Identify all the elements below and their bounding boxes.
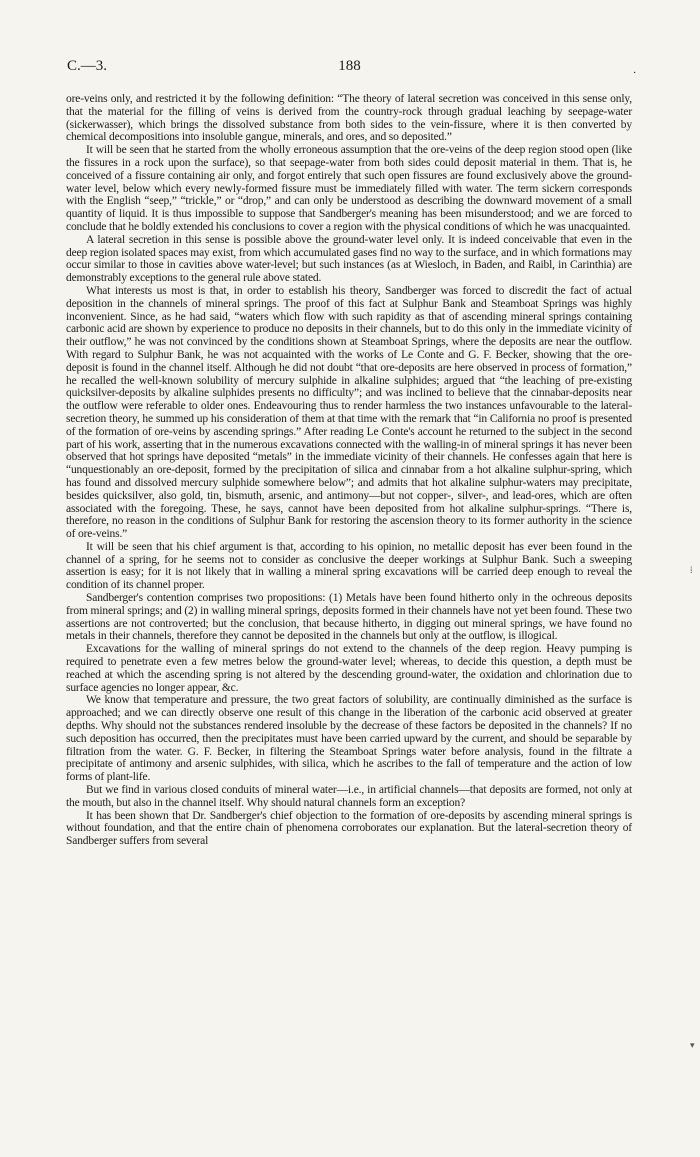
header-dot: . [633,64,636,76]
paragraph: ore-veins only, and restricted it by the following definition: “The theory of lateral secretion was conceived in this sense only, that the material for the filling of veins is derived from the country-rock through gradual leaching by seepage-water (sickerwasser), which brings the dissolved substance from both sides to the vein-fissure, where it is then converted by chemical decompositions into insoluble gangue, minerals, and ores, and so deposited.” [66,93,632,144]
paragraph: It will be seen that his chief argument is that, according to his opinion, no metallic deposit has ever been found in the channel of a spring, for he seems not to consider as conclusive the deeper workings at Sulphur Bank. Such a sweeping assertion is easy; for it is not likely that in walling a mineral spring excavations will be carried deep enough to reveal the condition of its channel proper. [66,540,632,592]
paragraph: A lateral secretion in this sense is possible above the ground-water level only. It is indeed conceivable that even in the deep region isolated spaces may exist, from which accumulated gases find no way to the surface, and in which formations may occur similar to those in cavities above water-level; but such instances (as at Wiesloch, in Baden, and Raibl, in Carinthia) are demonstrably exceptions to the general rule above stated. [66,233,632,285]
paragraph: Sandberger's contention comprises two propositions: (1) Metals have been found hitherto only in the ochreous deposits from mineral springs; and (2) in walling mineral springs, deposits formed in their channels have not yet been found. These two assertions are not controverted; but the conclusion, that because hitherto, in digging out mineral springs, we have found no metals in their channels, therefore they cannot be deposited in the channels but only at the outflow, is illogical. [66,592,632,643]
page-header [67,58,636,78]
body-text [66,93,632,848]
margin-mark-icon: ⁞ [690,565,693,575]
paragraph: Excavations for the walling of mineral springs do not extend to the channels of the deep region. Heavy pumping is required to penetrate even a few metres below the ground-water level; whereas, to decide this question, a depth must be reached at which the ascending spring is not altered by the descending ground-water, the oxidation and chlorination due to surface agencies no longer appear, &c. [66,643,632,694]
document-reference: C.—3. [67,58,108,74]
paragraph: It will be seen that he started from the wholly erroneous assumption that the ore-veins of the deep region stood open (like the fissures in a rock upon the surface), so that seepage-water from both sides could deposit material in them. That is, he conceived of a fissure containing air only, and forgot entirely that such open fissures are found exclusively above the ground-water level, below which every newly-formed fissure must be immediately filled with water. The term sickern corresponds with the English “seep,” “trickle,” or “drop,” and can only be understood as describing the downward movement of a small quantity of liquid. It is thus impossible to suppose that Sandberger's meaning has been misunderstood; and we are forced to conclude that he boldly extended his conclusions to cover a region with the physical conditions of which he was unacquainted. [66,144,632,233]
page-number: 188 [338,58,361,74]
paragraph: It has been shown that Dr. Sandberger's chief objection to the formation of ore-deposits by ascending mineral springs is without foundation, and that the entire chain of phenomena corroborates our explanation. But the lateral-secretion theory of Sandberger suffers from several [66,809,632,848]
paragraph: But we find in various closed conduits of mineral water—i.e., in artificial channels—that deposits are formed, not only at the mouth, but also in the channel itself. Why should natural channels form an exception? [66,784,632,809]
margin-arrow-icon: ▾ [690,1040,695,1050]
paragraph: What interests us most is that, in order to establish his theory, Sandberger was forced to discredit the fact of actual deposition in the channels of mineral springs. The proof of this fact at Sulphur Bank and Steamboat Springs was highly inconvenient. Since, as he had said, “waters which flow with such rapidity as that of ascending mineral springs containing carbonic acid are shown by experience to produce no deposits in their channels, but to do this only in the immediate vicinity of their outflow,” he was not convinced by the conditions shown at Steamboat Springs, where the deposits are near the outflow. With regard to Sulphur Bank, he was not acquainted with the works of Le Conte and G. F. Becker, showing that the ore-deposit is found in the channel itself. Although he did not doubt “that ore-deposits are here observed in process of formation,” he recalled the well-known solubility of mercury sulphide in alkaline sulphides; argued that “the leaching of pre-existing quicksilver-deposits by alkaline sulphides presents no difficulty”; and was inclined to believe that the cinnabar-deposits near the outflow were referable to older ones. Endeavouring thus to render harmless the two instances unfavourable to the lateral-secretion theory, he summed up his consideration of them at that time with the remark that “in California no proof is presented of the formation of ore-veins by ascending springs.” After reading Le Conte's account he returned to the subject in the second part of his work, asserting that in the numerous excavations connected with the walling-in of mineral springs it has never been observed that hot springs have deposited “metals” in the immediate vicinity of their channels. He confesses again that here is “unquestionably an ore-deposit, formed by the precipitation of silica and cinnabar from a hot alkaline sulphur-spring, which has found and dissolved mercury sulphide somewhere below”; and admits that hot alkaline sulphur-waters may precipitate, besides quicksilver, also gold, tin, bismuth, arsenic, and antimony—but not copper-, silver-, and lead-ores, which are often associated with the foregoing. These, he says, cannot have been deposited from hot alkaline sulphur-springs. “There is, therefore, no reason in the conditions of Sulphur Bank for restoring the ascension theory to its former authority in the science of ore-veins.” [66,284,632,541]
paragraph: We know that temperature and pressure, the two great factors of solubility, are continually diminished as the surface is approached; and we can directly observe one result of this change in the liberation of the carbonic acid observed at greater depths. Why should not the substances rendered insoluble by the decrease of these factors be deposited in the channels? If no such deposition has occurred, then the precipitates must have been carried upward by the current, and should be separable by filtration from the water. G. F. Becker, in filtering the Steamboat Springs water before analysis, found in the filtrate a precipitate of antimony and arsenic sulphides, with silica, which he ascribes to the fall of temperature and the action of low forms of plant-life. [66,694,632,784]
